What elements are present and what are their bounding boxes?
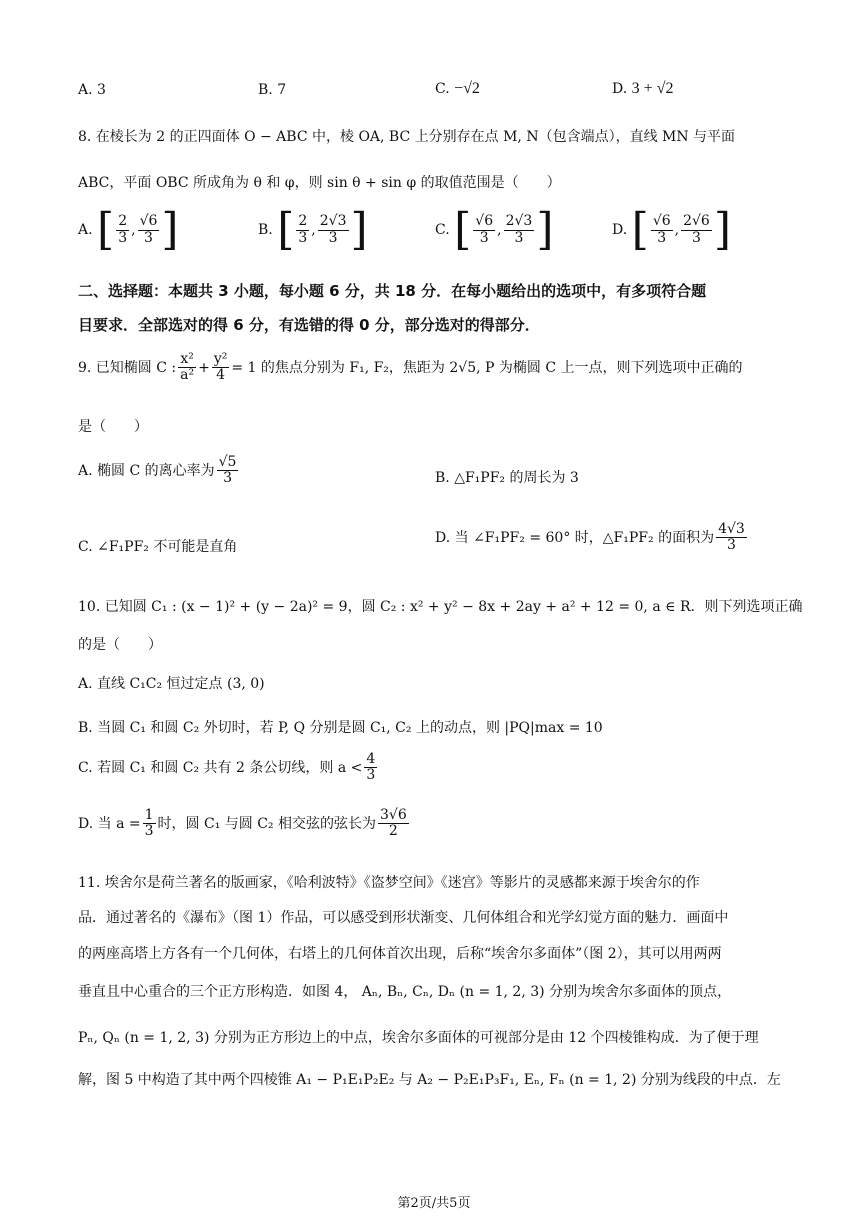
q9-suffix: = 1 的焦点分别为 F₁, F₂，焦距为 2√5, P 为椭圆 C 上一点，则下列选项中正确的 [231, 359, 743, 376]
q11-line3: 的两座高塔上方各有一个几何体，右塔上的几何体首次出现，后称“埃舍尔多面体”（图 2），其可以用两两 [78, 946, 722, 962]
q10-option-d-middle: 时，圆 C₁ 与圆 C₂ 相交弦的弦长为 [157, 815, 376, 832]
right-bracket-icon: ] [161, 204, 179, 255]
q10-option-a: A. 直线 C₁C₂ 恒过定点 (3, 0) [78, 676, 265, 692]
q9-frac-y: $\frac{\text{y²}}{4}$ [213, 351, 228, 384]
q8-b-upper: $\frac{2√3}{3}$ [319, 213, 347, 246]
q7-option-c-label: C. [435, 81, 450, 97]
q7-option-c-value: −√2 [454, 80, 480, 97]
q8-a-lower: $\frac{2}{3}$ [118, 213, 128, 246]
q9-option-a-text: A. 椭圆 C 的离心率为 [78, 462, 215, 479]
q10-option-d [78, 808, 411, 840]
right-bracket-icon: ] [350, 204, 368, 255]
q10-option-c [78, 752, 379, 784]
left-bracket-icon: [ [277, 204, 295, 255]
q9-option-a-frac: $\frac{√5}{3}$ [218, 454, 237, 487]
q10-stem-line1: 10. 已知圆 C₁ : (x − 1)² + (y − 2a)² = 9，圆 C₂ : x² + y² − 8x + 2ay + a² + 12 = 0, a ∈ R．则下列选项正确 [78, 599, 803, 615]
q7-option-d-label: D. [612, 81, 628, 97]
q10-option-d-frac: $\frac{3√6}{2}$ [379, 807, 407, 840]
q8-c-upper: $\frac{2√3}{3}$ [505, 213, 533, 246]
q9-stem-line2: 是（ ） [78, 419, 148, 435]
q9-prefix: 9. 已知椭圆 C : [78, 359, 177, 376]
q9-option-a [78, 455, 240, 487]
q8-option-c: C. [ $\frac{√6}{3}$ , $\frac{2√3}{3}$ ] [435, 204, 554, 255]
right-bracket-icon: ] [536, 204, 554, 255]
q8-c-lower: $\frac{√6}{3}$ [475, 213, 494, 246]
q8-option-a: A. [ $\frac{2}{3}$ , $\frac{√6}{3}$ ] [78, 204, 179, 255]
right-bracket-icon: ] [713, 204, 732, 255]
q10-stem-line2: 的是（ ） [78, 637, 162, 653]
q9-option-d [435, 522, 749, 554]
q11-line4: 垂直且中心重合的三个正方形构造．如图 4， Aₙ, Bₙ, Cₙ, Dₙ (n = 1, 2, 3) 分别为埃舍尔多面体的顶点， [78, 984, 732, 1000]
q7-option-d [612, 80, 673, 98]
section2-heading-line2: 目要求．全部选对的得 6 分，有选错的得 0 分，部分选对的得部分． [78, 316, 540, 334]
q9-stem-line1 [78, 352, 742, 384]
q8-option-b: B. [ $\frac{2}{3}$ , $\frac{2√3}{3}$ ] [258, 204, 368, 255]
q11-line6: 解，图 5 中构造了其中两个四棱锥 A₁ − P₁E₁P₂E₂ 与 A₂ − P₂E₁P₃F₁, Eₙ, Fₙ (n = 1, 2) 分别为线段的中点．左 [78, 1072, 781, 1088]
q7-option-a: A. 3 [78, 82, 106, 98]
q10-option-b: B. 当圆 C₁ 和圆 C₂ 外切时，若 P, Q 分别是圆 C₁, C₂ 上的动点，则 |PQ|max = 10 [78, 720, 603, 736]
q8-d-lower: $\frac{√6}{3}$ [652, 213, 671, 246]
left-bracket-icon: [ [631, 204, 649, 255]
q10-option-d-prefix: D. 当 a = [78, 815, 141, 832]
q10-option-c-frac: $\frac{4}{3}$ [366, 751, 376, 784]
q8-b-lower: $\frac{2}{3}$ [298, 213, 308, 246]
q11-line5: Pₙ, Qₙ (n = 1, 2, 3) 分别为正方形边上的中点，埃舍尔多面体的可视部分是由 12 个四棱锥构成．为了便于理 [78, 1030, 759, 1046]
q8-option-d-label: D. [612, 222, 628, 238]
q9-option-d-frac: $\frac{4√3}{3}$ [718, 521, 745, 554]
page-footer: 第2页/共5页 [397, 1196, 471, 1211]
q9-option-b: B. △F₁PF₂ 的周长为 3 [435, 470, 579, 486]
left-bracket-icon: [ [454, 204, 472, 255]
q9-plus: + [198, 359, 210, 376]
q9-frac-x: $\frac{\text{x²}}{\text{a²}}$ [180, 351, 195, 384]
q8-stem-line1: 8. 在棱长为 2 的正四面体 O − ABC 中，棱 OA, BC 上分别存在点 M, N（包含端点），直线 MN 与平面 [78, 129, 736, 145]
q9-option-d-text: D. 当 ∠F₁PF₂ = 60° 时，△F₁PF₂ 的面积为 [435, 529, 715, 546]
q7-option-b: B. 7 [258, 82, 287, 98]
q8-option-b-label: B. [258, 222, 273, 238]
q8-stem-line2: ABC，平面 OBC 所成角为 θ 和 φ，则 sin θ + sin φ 的取值范围是（ ） [78, 175, 561, 191]
q8-option-d: D. [ $\frac{√6}{3}$ , $\frac{2√6}{3}$ ] [612, 204, 732, 255]
q9-option-c: C. ∠F₁PF₂ 不可能是直角 [78, 539, 238, 555]
q10-option-c-text: C. 若圆 C₁ 和圆 C₂ 共有 2 条公切线，则 a < [78, 759, 363, 776]
left-bracket-icon: [ [97, 204, 115, 255]
q11-line2: 品．通过著名的《瀑布》（图 1）作品，可以感受到形状渐变、几何体组合和光学幻觉方面的魅力．画面中 [78, 910, 729, 926]
q8-a-upper: $\frac{√6}{3}$ [139, 213, 158, 246]
q10-option-d-a-frac: $\frac{1}{3}$ [144, 807, 154, 840]
section2-heading-line1: 二、选择题：本题共 3 小题，每小题 6 分，共 18 分．在每小题给出的选项中，有多项符合题 [78, 282, 707, 300]
q11-line1: 11. 埃舍尔是荷兰著名的版画家，《哈利波特》《盗梦空间》《迷宫》等影片的灵感都来源于埃舍尔的作 [78, 875, 700, 891]
q8-option-a-label: A. [78, 222, 93, 238]
q8-option-c-label: C. [435, 222, 450, 238]
q7-option-d-value: 3 + √2 [631, 80, 674, 97]
q8-d-upper: $\frac{2√6}{3}$ [683, 213, 710, 246]
q7-option-c [435, 80, 480, 98]
